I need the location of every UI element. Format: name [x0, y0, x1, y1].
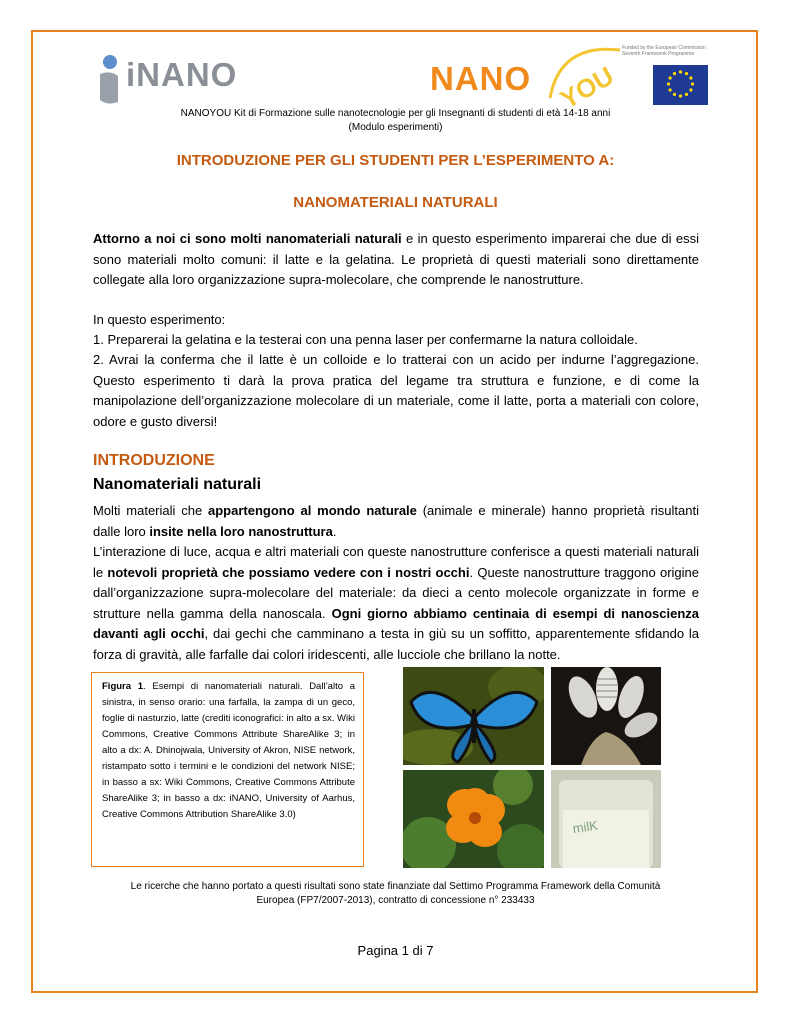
- gecko-foot-image: [551, 667, 661, 765]
- figure-caption: [102, 679, 355, 823]
- nanoyou-swirl-icon: [540, 38, 630, 118]
- section-heading: INTRODUZIONE: [93, 452, 215, 469]
- header-note-line2: (Modulo esperimenti): [348, 122, 443, 133]
- eu-flag-icon: [653, 65, 708, 105]
- nanoyou-logo-nano: NANO: [430, 60, 532, 97]
- figure-caption-text: . Esempi di nanomateriali naturali. Dall’alto a sinistra, in senso orario: una farfalla, la zampa di un geco, foglie di nasturzio, latte (crediti iconografici: in alto a sx. Wiki Commons, Creative Commons Attribute ShareAlike 3; in alto a dx: A. Dhinojwala, University of Akron, NISE network, ristampato sotto i termini e le condizioni del network NISE; in basso a sx: Wiki Commons, Creative Commons Attribute ShareAlike 3; in basso a dx: iNANO, University of Aarhus, Creative Commons Attribution ShareAlike 3.0): [102, 681, 355, 820]
- figure-label: Figura 1: [102, 681, 144, 692]
- p1-text-e: .: [332, 523, 337, 539]
- document-subtitle: NANOMATERIALI NATURALI: [293, 194, 498, 211]
- page-number: Pagina 1 di 7: [357, 943, 434, 958]
- p1-text-a: Molti materiali che: [93, 503, 209, 518]
- experiment-step-1: 1. Preparerai la gelatina e la testerai con una penna laser per confermarne la natura colloidale.: [93, 332, 638, 347]
- nano-paragraph-1: [93, 501, 699, 542]
- inano-logo: [94, 52, 238, 106]
- p1-bold-b: appartengono al mondo naturale: [208, 503, 417, 518]
- document-title: INTRODUZIONE PER GLI STUDENTI PER L’ESPERIMENTO A:: [176, 152, 615, 169]
- inano-logo-text: iNANO: [126, 56, 238, 93]
- p2-bold-b: notevoli proprietà che possiamo vedere con i nostri occhi: [107, 564, 470, 580]
- nasturtium-image: [403, 770, 544, 868]
- funding-line-2: Europea (FP7/2007-2013), contratto di concessione n° 233433: [256, 895, 535, 906]
- funding-line-1: Le ricerche che hanno portato a questi risultati sono state finanziate dal Settimo Programma Framework della Comunità: [130, 881, 661, 892]
- nano-paragraph-2: [93, 542, 699, 665]
- p1-bold-d: insite nella loro nanostruttura: [149, 523, 333, 539]
- intro-paragraph: [93, 229, 699, 291]
- eu-funding-logo: [620, 45, 716, 113]
- intro-rest: e in questo esperimento imparerai che due di essi sono materiali molto comuni: il latte e la gelatina. Le proprietà di questi materiali sono direttamente collegate alla loro organizzazione supra-molecolare, che comprende le nanostrutture.: [93, 231, 699, 287]
- p2-text-c: . Queste nanostrutture traggono origine dall’organizzazione supra-molecolare del materiale: da dieci a cento molecole organizzate in forme e strutture nella gamma della nanoscala.: [93, 564, 699, 621]
- header-note: [150, 107, 641, 135]
- section-subheading: Nanomateriali naturali: [93, 476, 262, 493]
- milk-image: [551, 770, 661, 868]
- figure-caption-box: [91, 672, 364, 867]
- intro-bold-lead: Attorno a noi ci sono molti nanomateriali naturali: [93, 231, 402, 246]
- funding-note: [100, 880, 691, 908]
- header-note-line1: NANOYOU Kit di Formazione sulle nanotecnologie per gli Insegnanti di studenti di età 14-18 anni: [180, 108, 611, 119]
- p2-bold-d: Ogni giorno abbiamo centinaia di esempi di nanoscienza davanti agli occhi: [93, 605, 699, 641]
- svg-text:YOU: YOU: [554, 60, 619, 115]
- experiment-heading: In questo esperimento:: [93, 312, 226, 327]
- p1-text-c: (animale e minerale) hanno proprietà risultanti dalle loro: [93, 503, 699, 539]
- p2-text-e: , dai gechi che camminano a testa in giù su un soffitto, apparentemente sfidando la forza di gravità, alle farfalle dai colori iridescenti, alle lucciole che brillano la notte.: [93, 626, 700, 662]
- eu-caption: Funded by the European Commission Seventh Framework Programme: [622, 45, 706, 57]
- milk-label: milK: [571, 817, 599, 837]
- experiment-step-2: 2. Avrai la conferma che il latte è un colloide e lo tratterai con un acido per indurne l’aggregazione. Questo esperimento ti darà la prova pratica del legame tra struttura e funzione, e di come la manipolazione dell’organizzazione molecolare di un materiale, come il latte, porta a materiali con colore, odore e gusto diversi!: [93, 352, 699, 429]
- butterfly-image: [403, 667, 544, 765]
- p2-text-a: L’interazione di luce, acqua e altri materiali con queste nanostrutture conferisce a questi materiali naturali le: [93, 544, 699, 580]
